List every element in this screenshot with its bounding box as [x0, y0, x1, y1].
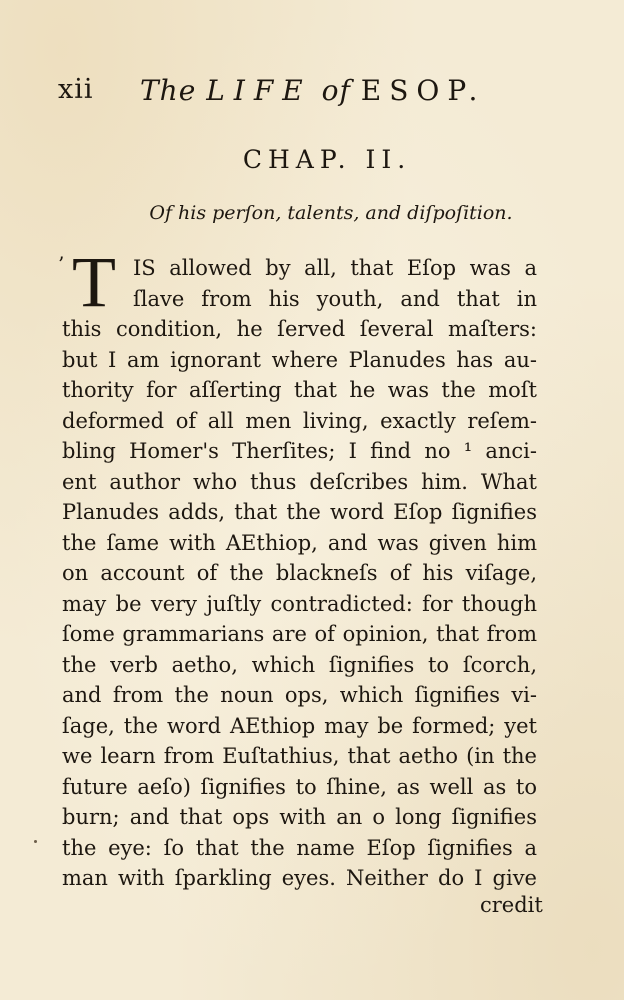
running-title — [140, 74, 485, 107]
drop-cap-letter: T — [72, 242, 116, 322]
text-line: the ſame with AEthiop, and was given him — [62, 530, 537, 555]
text-line: the verb aetho, which ſignifies to ſcorch, — [62, 652, 537, 677]
text-line: on account of the blackneſs of his viſage, — [62, 561, 537, 585]
text-line: ſlave from his youth, and that in — [133, 286, 537, 311]
text-line: IS allowed by all, that Eſop was a — [133, 256, 537, 280]
text-line: may be very juſtly contradicted: for though — [62, 591, 537, 616]
text-line: the eye: ſo that the name Eſop ſignifies a — [62, 835, 537, 860]
text-line: this condition, he ſerved ſeveral maſters: — [62, 317, 537, 341]
text-line: thority for aſſerting that he was the moſt — [62, 378, 537, 402]
text-line: deformed of all men living, exactly reſem- — [62, 408, 537, 433]
text-line: man with ſparkling eyes. Neither do I give — [62, 866, 537, 890]
text-line: ſome grammarians are of opinion, that from — [62, 622, 537, 646]
page-number: xii — [58, 74, 94, 105]
text-line: we learn from Euſtathius, that aetho (in the — [62, 744, 537, 768]
running-title-life: LIFE — [206, 74, 312, 107]
running-head — [58, 70, 508, 110]
paper-speck — [34, 840, 37, 843]
text-line: ent author who thus deſcribes him. What — [62, 469, 537, 494]
running-title-esop: ESOP. — [360, 74, 486, 107]
text-line: bling Homer's Therſites; I find no ¹ anci- — [62, 439, 537, 463]
text-line: and from the noun ops, which ſignifies vi- — [62, 683, 537, 707]
running-title-of: of — [321, 74, 351, 107]
catchword: credit — [480, 893, 543, 917]
chapter-heading: CHAP. II. — [242, 145, 412, 174]
text-line: but I am ignorant where Planudes has au- — [62, 347, 537, 372]
drop-cap-apostrophe: ’ — [58, 252, 65, 276]
text-line: Planudes adds, that the word Eſop ſignifies — [62, 500, 537, 524]
running-title-the: The — [140, 74, 197, 107]
chapter-subtitle: Of his perſon, talents, and diſpoſition. — [149, 202, 513, 224]
text-line: burn; and that ops with an o long ſignifies — [62, 805, 537, 829]
text-line: ſage, the word AEthiop may be formed; yet — [62, 713, 537, 738]
text-line: future aeſo) ſignifies to ſhine, as well as to — [62, 774, 537, 799]
